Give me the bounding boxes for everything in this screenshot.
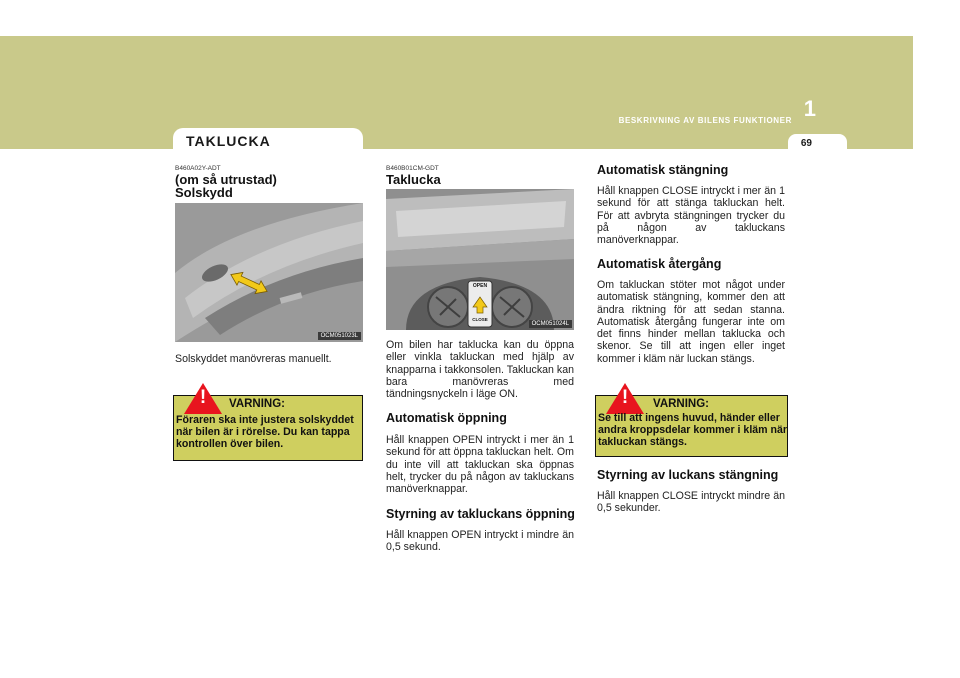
header-band [0,36,913,149]
right-section1-body: Håll knappen CLOSE intryckt i mer än 1 sekund för att stänga takluckan helt. För att avbryta stängningen trycker du på någon av takluckans manöverknappar. [597,185,785,247]
sunroof-console-photo-label: OCM051024L [529,320,572,328]
right-warning-text: Se till att ingens huvud, händer eller andra kroppsdelar kommer i kläm när takluckan stängs. [598,412,787,448]
right-section2-body: Om takluckan stöter mot något under automatisk stängning, kommer den att ändra riktning för att sedan stanna. Automatisk återgång fungerar inte om det finns hinder mellan taklucka och skenor. Se till att ingen eller inget kommer i kläm när luckan stängs. [597,279,785,365]
warning-exclamation-icon: ! [621,387,629,408]
sunshade-photo [175,203,363,342]
right-warning-box [595,387,788,457]
sunshade-illustration [175,203,363,342]
chapter-title: BESKRIVNING AV BILENS FUNKTIONER [618,116,792,125]
right-section3-body: Håll knappen CLOSE intryckt mindre än 0,5 sekunder. [597,490,785,515]
middle-code: B460B01CM-GDT [386,165,439,172]
left-code: B460A02Y-ADT [175,165,221,172]
middle-body-text: Om bilen har taklucka kan du öppna eller vinkla takluckan med hjälp av knapparna i takkonsolen. Takluckan kan bara manövreras med tändningsnyckeln i läge ON. [386,339,574,401]
middle-section2-title: Styrning av takluckans öppning [386,507,575,521]
left-heading-line1: (om så utrustad) [175,172,277,187]
page-number: 69 [800,138,812,149]
left-warning-box [173,387,363,461]
left-body-text: Solskyddet manövreras manuellt. [175,353,332,365]
right-section3-title: Styrning av luckans stängning [597,468,779,482]
close-button-label: CLOSE [472,317,488,322]
middle-section1-title: Automatisk öppning [386,411,507,425]
middle-section1-body: Håll knappen OPEN intryckt i mer än 1 sekund för att öppna takluckan helt. Om du inte vill att takluckan ska öppnas helt, trycker du på någon av takluckans manöverknappar. [386,434,574,496]
right-section1-title: Automatisk stängning [597,163,729,177]
left-warning-title: VARNING: [229,398,286,410]
sunroof-console-photo [386,189,574,330]
chapter-number: 1 [803,96,816,121]
right-section2-title: Automatisk återgång [597,257,722,271]
middle-heading: Taklucka [386,172,441,187]
right-warning-title: VARNING: [653,398,710,410]
sunshade-photo-label: OCM051023L [318,332,361,340]
sunroof-console-illustration [386,189,574,330]
middle-section2-body: Håll knappen OPEN intryckt i mindre än 0,5 sekund. [386,529,574,554]
left-warning-text: Föraren ska inte justera solskyddet när bilen är i rörelse. Du kan tappa kontrollen över bilen. [176,414,354,450]
section-title: TAKLUCKA [186,133,271,149]
warning-exclamation-icon: ! [199,387,207,408]
left-heading-line2: Solskydd [175,185,233,200]
open-button-label: OPEN [472,283,488,289]
